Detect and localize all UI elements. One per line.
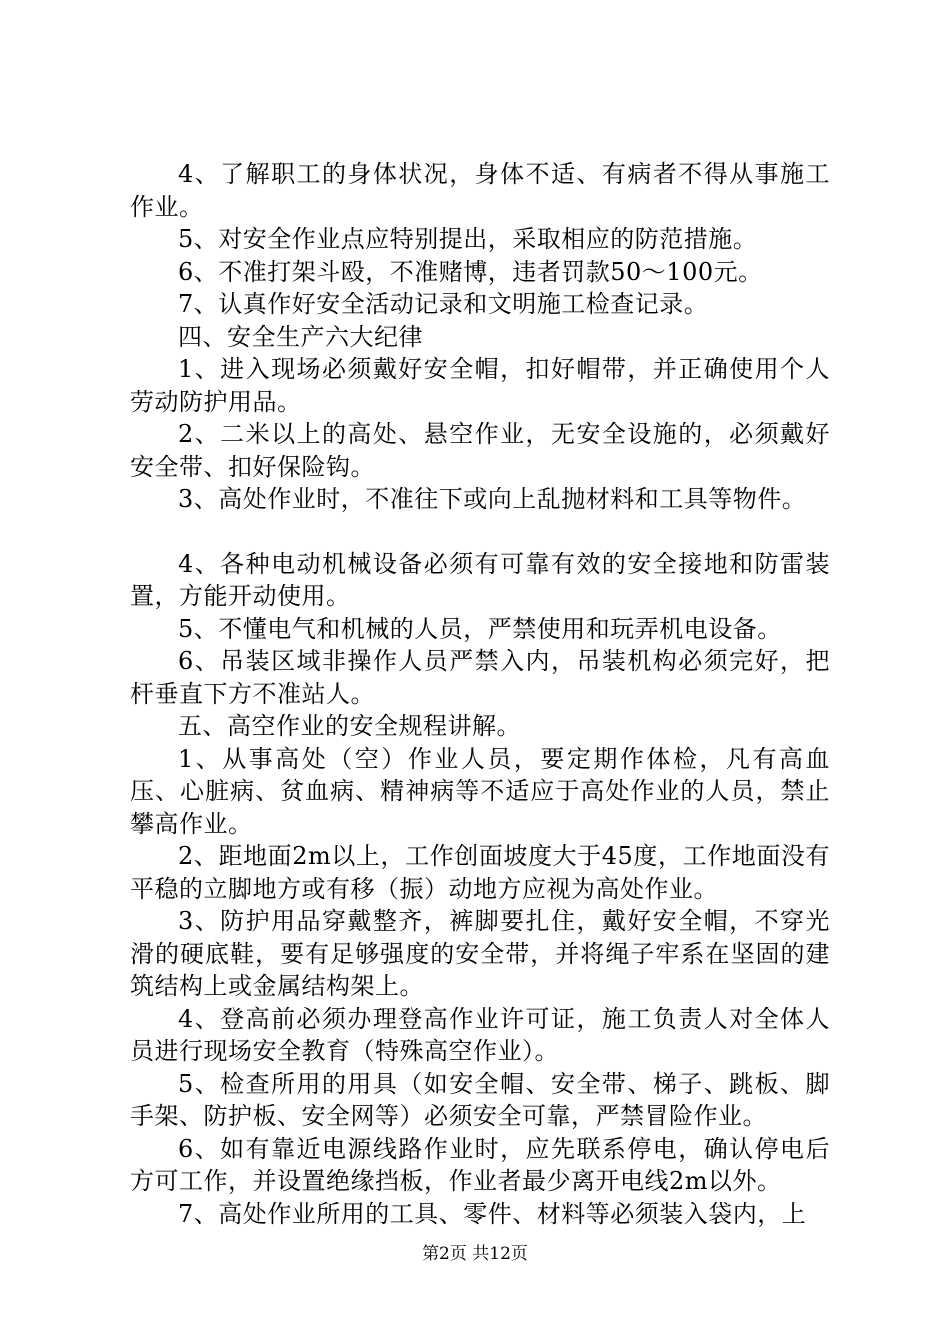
paragraph: 5、检查所用的用具（如安全帽、安全带、梯子、跳板、脚手架、防护板、安全网等）必须安全可靠，严禁冒险作业。 <box>130 1069 830 1130</box>
paragraph: 4、各种电动机械设备必须有可靠有效的安全接地和防雷装置，方能开动使用。 <box>130 549 830 610</box>
paragraph: 5、不懂电气和机械的人员，严禁使用和玩弄机电设备。 <box>178 614 782 643</box>
paragraph: 3、防护用品穿戴整齐，裤脚要扎住，戴好安全帽，不穿光滑的硬底鞋，要有足够强度的安全带，并将绳子牢系在坚固的建筑结构上或金属结构架上。 <box>130 907 830 1000</box>
paragraph: 4、了解职工的身体状况，身体不适、有病者不得从事施工作业。 <box>130 160 830 221</box>
paragraph: 6、不准打架斗殴，不准赌博，违者罚款50～100元。 <box>178 257 763 286</box>
paragraph: 2、二米以上的高处、悬空作业，无安全设施的，必须戴好安全带、扣好保险钩。 <box>130 420 830 481</box>
page-number-footer: 第2页 共12页 <box>422 1244 528 1264</box>
paragraph: 6、吊装区域非操作人员严禁入内，吊装机构必须完好，把杆垂直下方不准站人。 <box>130 647 830 708</box>
paragraph: 1、进入现场必须戴好安全帽，扣好帽带，并正确使用个人劳动防护用品。 <box>130 355 830 416</box>
paragraph: 1、从事高处（空）作业人员，要定期作体检，凡有高血压、心脏病、贫血病、精神病等不适应于高处作业的人员，禁止攀高作业。 <box>130 744 830 838</box>
section-heading: 五、高空作业的安全规程讲解。 <box>178 712 521 740</box>
paragraph: 7、高处作业所用的工具、零件、材料等必须装入袋内，上 <box>178 1199 807 1228</box>
section-heading: 四、安全生产六大纪律 <box>178 322 423 351</box>
paragraph: 7、认真作好安全活动记录和文明施工检查记录。 <box>178 290 709 318</box>
paragraph: 6、如有靠近电源线路作业时，应先联系停电，确认停电后方可工作，并设置绝缘挡板，作业者最少离开电线2m以外。 <box>130 1134 830 1195</box>
paragraph: 2、距地面2m以上，工作创面坡度大于45度，工作地面没有平稳的立脚地方或有移（振）动地方应视为高处作业。 <box>130 842 830 903</box>
document-body <box>130 158 830 1230</box>
paragraph: 3、高处作业时，不准往下或向上乱抛材料和工具等物件。 <box>178 485 807 513</box>
paragraph: 5、对安全作业点应特别提出，采取相应的防范措施。 <box>178 225 758 253</box>
paragraph: 4、登高前必须办理登高作业许可证，施工负责人对全体人员进行现场安全教育（特殊高空作业）。 <box>130 1004 830 1065</box>
